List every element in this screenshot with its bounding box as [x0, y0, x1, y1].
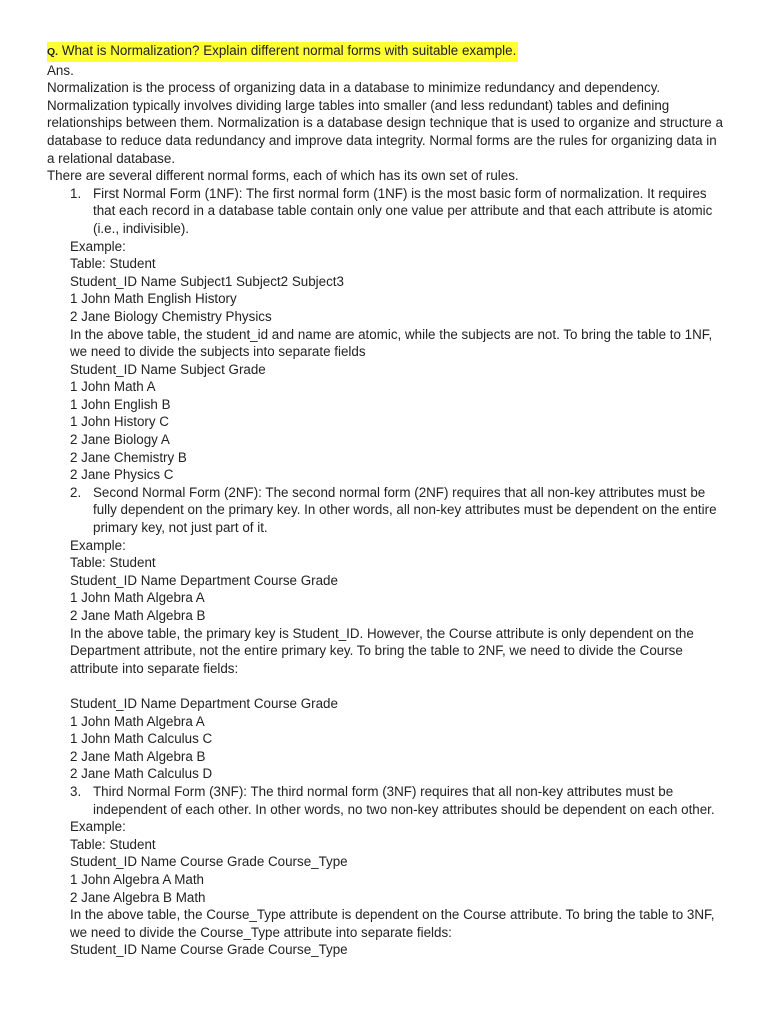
nf3-text: Third Normal Form (3NF): The third normal form (3NF) requires that all non-key attributes must be independent of each other. In other words, no two non-key attributes should be dependent on each other. [93, 783, 715, 817]
nf2-text: Second Normal Form (2NF): The second normal form (2NF) requires that all non-key attributes must be fully dependent on the primary key. In other words, all non-key attributes must be dependent on the entire primary key, not just part of it. [93, 484, 717, 536]
nf1-explanation: In the above table, the student_id and name are atomic, while the subjects are not. To bring the table to 1NF, we need to divide the subjects into separate fields [70, 326, 713, 360]
table-row: 1 John Math Algebra A [70, 713, 205, 729]
nf3-example-label: Example: [70, 819, 126, 835]
nf2-item [47, 484, 727, 537]
table-row: Student_ID Name Course Grade Course_Type [70, 854, 348, 870]
question-heading [47, 42, 727, 62]
document-page [47, 42, 727, 959]
table-row: 1 John Math A [70, 379, 156, 395]
nf2-example [47, 537, 727, 783]
nf3-explanation: In the above table, the Course_Type attribute is dependent on the Course attribute. To bring the table to 3NF, we need to divide the Course_Type attribute into separate fields: [70, 907, 715, 940]
table-row: 2 Jane Math Calculus D [70, 766, 213, 782]
table-row: 2 Jane Algebra B Math [70, 889, 206, 905]
nf3-item [47, 783, 727, 818]
table-row: 2 Jane Chemistry B [70, 449, 187, 465]
nf1-table-label: Table: Student [70, 256, 156, 272]
table-row: Student_ID Name Department Course Grade [70, 572, 338, 588]
nf3-example [47, 818, 727, 959]
table-row: 1 John Math Algebra A [70, 590, 205, 606]
table-row: 1 John Math Calculus C [70, 731, 213, 747]
table-row: 2 Jane Physics C [70, 467, 174, 483]
table-row: Student_ID Name Subject1 Subject2 Subject3 [70, 273, 344, 289]
table-row: 2 Jane Biology Chemistry Physics [70, 308, 272, 324]
question-highlight [47, 42, 518, 62]
nf3-table-label: Table: Student [70, 836, 156, 852]
table-row: 1 John Math English History [70, 291, 237, 307]
nf1-example-label: Example: [70, 238, 126, 254]
question-text: What is Normalization? Explain different normal forms with suitable example. [61, 43, 517, 58]
table-row: Student_ID Name Subject Grade [70, 361, 266, 377]
table-row: 1 John History C [70, 414, 169, 430]
nf1-text: First Normal Form (1NF): The first normal form (1NF) is the most basic form of normalization. It requires that each record in a database table contain only one value per attribute and that each attribute is atomic (i.e., indivisible). [93, 185, 713, 236]
intro-paragraph: Normalization is the process of organizing data in a database to minimize redundancy and dependency. Normalization typically involves dividing large tables into smaller (and less redundant) tables and defining relationships between them. Normalization is a database design technique that is used to organize and structure a database to reduce data redundancy and improve data integrity. Normal forms are the rules for organizing data in a relational database. [47, 80, 723, 166]
nf2-number: 2. [70, 484, 82, 500]
nf2-table-label: Table: Student [70, 555, 156, 571]
table-row: 1 John Algebra A Math [70, 871, 205, 887]
table-row: Student_ID Name Department Course Grade [70, 695, 338, 711]
nf2-explanation: In the above table, the primary key is Student_ID. However, the Course attribute is only dependent on the Department attribute, not the entire primary key. To bring the table to 2NF, we need to divide the Course attribute into separate fields: [70, 625, 694, 676]
forms-intro: There are several different normal forms, each of which has its own set of rules. [47, 168, 519, 184]
nf2-example-label: Example: [70, 537, 126, 553]
answer-label: Ans. [47, 62, 74, 78]
table-row: 2 Jane Math Algebra B [70, 608, 206, 623]
question-label: Q. [47, 46, 59, 58]
table-row: 2 Jane Biology A [70, 432, 170, 448]
nf1-example [47, 238, 727, 484]
nf3-number: 3. [70, 783, 82, 799]
nf1-item [47, 185, 727, 238]
nf1-number: 1. [70, 185, 82, 201]
table-row: Student_ID Name Course Grade Course_Type [70, 942, 348, 958]
table-row: 1 John English B [70, 396, 171, 412]
spacer [70, 677, 727, 695]
table-row: 2 Jane Math Algebra B [70, 748, 206, 764]
